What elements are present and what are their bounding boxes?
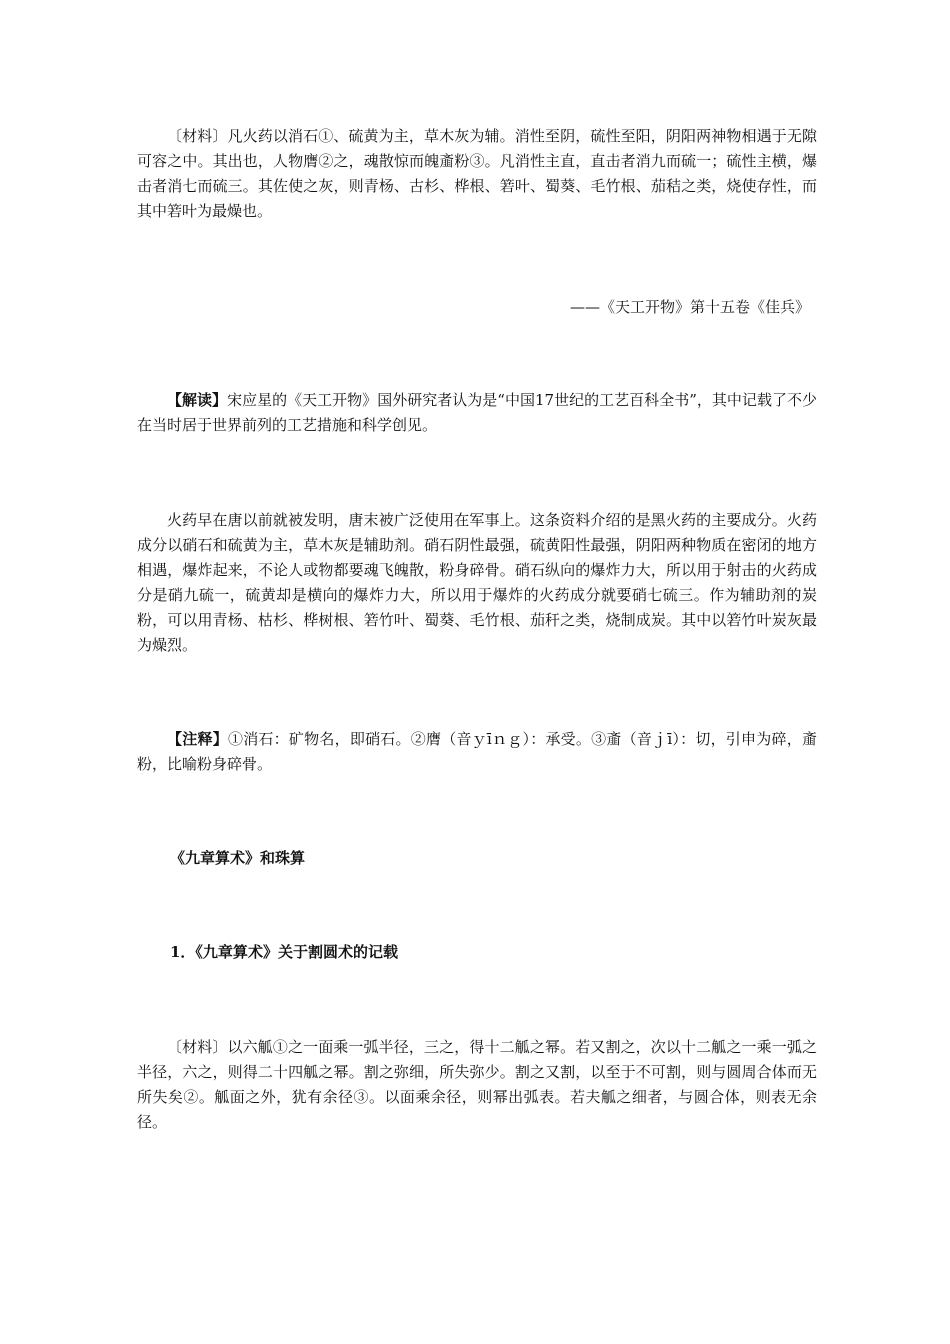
subsection-title: 1．《九章算术》关于割圆术的记载 xyxy=(170,943,398,961)
source-text: ——《天工开物》第十五卷《佳兵》 xyxy=(569,298,810,316)
interpretation-paragraph xyxy=(137,388,817,438)
notes-text: ①消石：矿物名，即硝石。②膺（音ｙīｎｇ）：承受。③齑（音ｊī）：切，引申为碎，齑粉，比喻粉身碎骨。 xyxy=(137,730,817,773)
source-citation xyxy=(570,295,810,320)
explanation-text: 火药早在唐以前就被发明，唐末被广泛使用在军事上。这条资料介绍的是黑火药的主要成分。火药成分以硝石和硫黄为主，草木灰是辅助剂。硝石阴性最强，硫黄阳性最强，阴阳两种物质在密闭的地方相遇，爆炸起来，不论人或物都要魂飞魄散，粉身碎骨。硝石纵向的爆炸力大，所以用于射击的火药成分是硝九硫一，硫黄却是横向的爆炸力大，所以用于爆炸的火药成分就要硝七硫三。作为辅助剂的炭粉，可以用青杨、枯杉、桦树根、箬竹叶、蜀葵、毛竹根、茄秆之类，烧制成炭。其中以箬竹叶炭灰最为燥烈。 xyxy=(137,511,817,654)
material-text: 〔材料〕凡火药以消石①、硫黄为主，草木灰为辅。消性至阴，硫性至阳，阴阳两神物相遇于无隙可容之中。其出也，人物膺②之，魂散惊而魄齑粉③。凡消性主直，直击者消九而硫一；硫性主横，爆击者消七而硫三。其佐使之灰，则青杨、古杉、桦根、箬叶、蜀葵、毛竹根、茄秸之类，烧使存性，而其中箬叶为最燥也。 xyxy=(137,127,817,220)
material2-text: 〔材料〕以六觚①之一面乘一弧半径，三之，得十二觚之幂。若又割之，次以十二觚之一乘一弧之半径，六之，则得二十四觚之幂。割之弥细，所失弥少。割之又割，以至于不可割，则与圆周合体而无所失矣②。觚面之外，犹有余径③。以面乘余径，则幂出弧表。若夫觚之细者，与圆合体，则表无余径。 xyxy=(137,1038,817,1131)
explanation-paragraph xyxy=(137,508,817,658)
section-title: 《九章算术》和珠算 xyxy=(170,849,306,867)
material-paragraph-gunpowder xyxy=(137,124,817,224)
notes-paragraph xyxy=(137,727,817,777)
notes-label: 【注释】 xyxy=(167,730,228,748)
material-paragraph-circle xyxy=(137,1035,817,1135)
interpretation-text: 宋应星的《天工开物》国外研究者认为是“中国17世纪的工艺百科全书”，其中记载了不少在当时居于世界前列的工艺措施和科学创见。 xyxy=(137,391,817,434)
interpretation-label: 【解读】 xyxy=(167,391,228,409)
